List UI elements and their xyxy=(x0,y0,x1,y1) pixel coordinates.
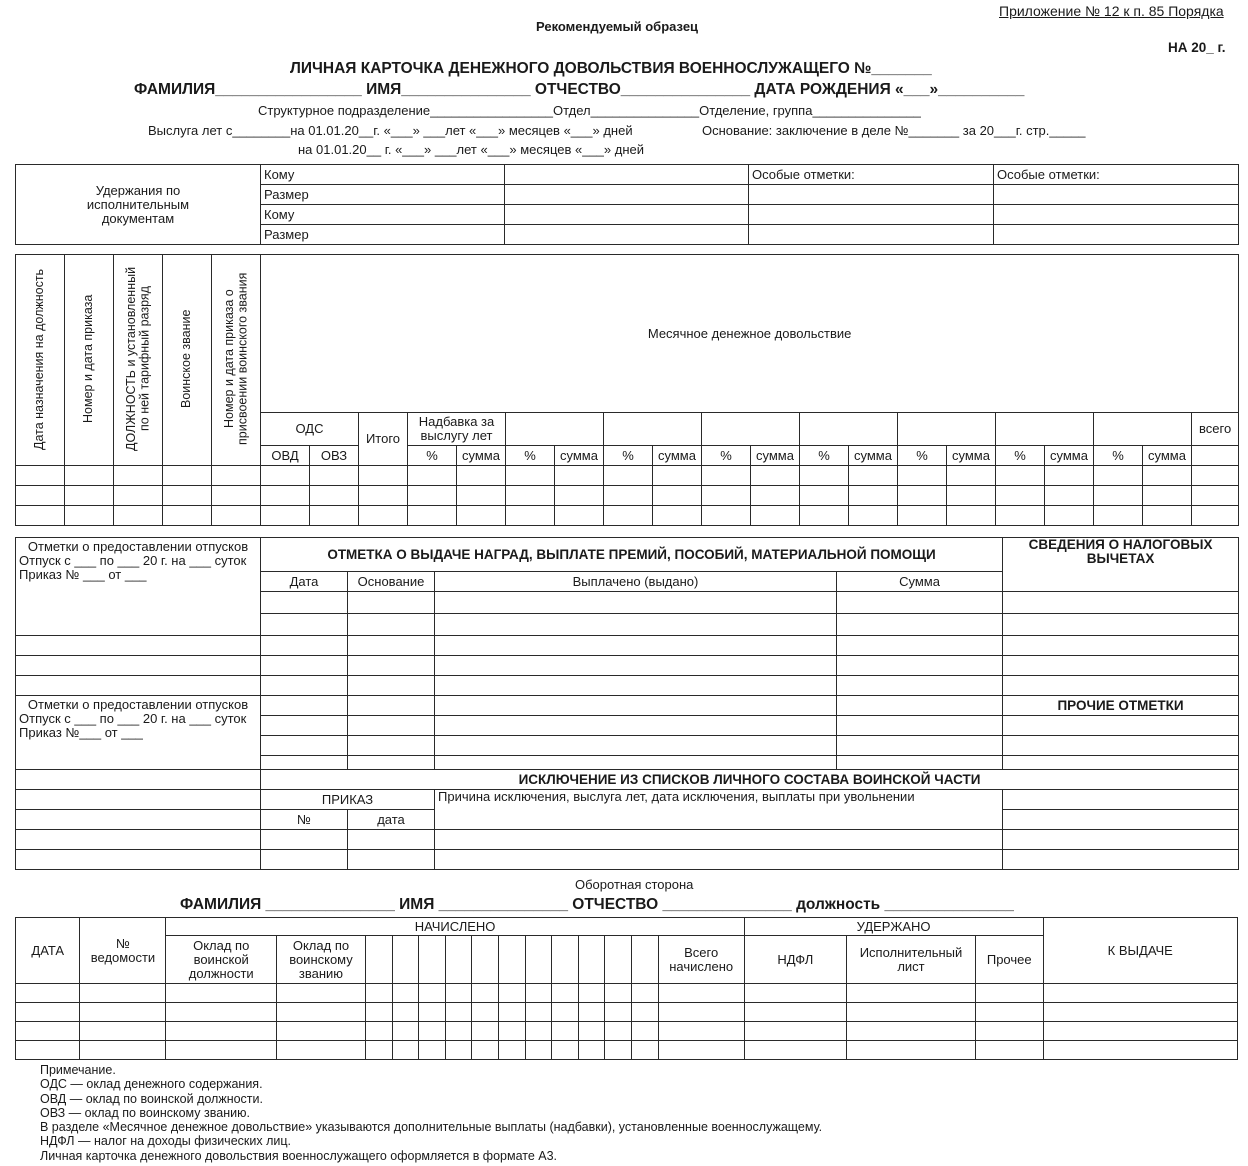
col-ndfl: НДФЛ xyxy=(744,936,846,984)
vacation-marks-1: Отметки о предоставлении отпусков Отпуск с ___ по ___ 20 г. на ___ суток Приказ № ___ от ___ xyxy=(16,538,261,636)
ovz-header: ОВЗ xyxy=(310,446,359,466)
prikaz-header: ПРИКАЗ xyxy=(261,790,435,810)
withheld-header: УДЕРЖАНО xyxy=(744,918,1043,936)
note-line: ОВЗ — оклад по воинскому званию. xyxy=(40,1105,250,1120)
col-order-number-date: Номер и дата приказа xyxy=(65,255,114,466)
col-basis-header: Основание xyxy=(348,572,435,592)
sum-header: сумма xyxy=(653,446,702,466)
notes-block xyxy=(40,1063,822,1163)
col-vedomost: № ведомости xyxy=(80,918,166,984)
table-row[interactable] xyxy=(16,486,1239,506)
percent-header: % xyxy=(1094,446,1143,466)
percent-header: % xyxy=(898,446,947,466)
table-row[interactable] xyxy=(16,506,1239,526)
percent-header: % xyxy=(996,446,1045,466)
reverse-side-label: Оборотная сторона xyxy=(575,877,694,892)
awards-exclusion-table xyxy=(15,537,1239,870)
monthly-allowance-title: Месячное денежное довольствие xyxy=(261,255,1239,413)
vacation-marks-2: Отметки о предоставлении отпусков Отпуск с ___ по ___ 20 г. на ___ суток Приказ №___ от ___ xyxy=(16,696,261,770)
percent-header: % xyxy=(408,446,457,466)
table-row[interactable] xyxy=(16,1003,1238,1022)
note-line: НДФЛ — налог на доходы физических лиц. xyxy=(40,1134,291,1149)
table-row[interactable] xyxy=(16,984,1238,1003)
sum-header: сумма xyxy=(947,446,996,466)
deduction-row-label: Размер xyxy=(261,225,505,245)
sum-header: сумма xyxy=(1143,446,1192,466)
note-line: Личная карточка денежного довольствия военнослужащего оформляется в формате А3. xyxy=(40,1148,558,1163)
special-marks-label: Особые отметки: xyxy=(994,165,1239,185)
note-line: ОДС — оклад денежного содержания. xyxy=(40,1077,263,1092)
col-to-pay: К ВЫДАЧЕ xyxy=(1043,918,1237,984)
deduction-row-label: Кому xyxy=(261,205,505,225)
year-label: НА 20_ г. xyxy=(1168,40,1226,55)
sum-header: сумма xyxy=(1045,446,1094,466)
reverse-name-line: ФАМИЛИЯ _______________ ИМЯ _______________ ОТЧЕСТВО _______________ должность _______________ xyxy=(180,896,1014,913)
deduction-value-cell[interactable] xyxy=(505,205,749,225)
deductions-label: Удержания по исполнительным документам xyxy=(16,165,261,245)
col-total-accrued: Всего начислено xyxy=(658,936,744,984)
col-position-grade: ДОЛЖНОСТЬ и установленный по ней тарифный разряд xyxy=(114,255,163,466)
percent-header: % xyxy=(800,446,849,466)
col-military-rank: Воинское звание xyxy=(163,255,212,466)
col-rank-salary: Оклад по воинскому званию xyxy=(276,936,365,984)
monthly-allowance-table xyxy=(15,254,1239,526)
special-marks-cell[interactable] xyxy=(749,225,994,245)
note-line: Примечание. xyxy=(40,1063,116,1077)
special-marks-cell[interactable] xyxy=(994,225,1239,245)
percent-header: % xyxy=(604,446,653,466)
total-header: всего xyxy=(1192,413,1239,446)
subdivision-line: Структурное подразделение_________________Отдел_______________Отделение, группа_______________ xyxy=(258,103,921,118)
card-title: ЛИЧНАЯ КАРТОЧКА ДЕНЕЖНОГО ДОВОЛЬСТВИЯ ВОЕННОСЛУЖАЩЕГО №_______ xyxy=(290,60,932,77)
name-line: ФАМИЛИЯ_________________ ИМЯ_______________ ОТЧЕСТВО_______________ ДАТА РОЖДЕНИЯ «___»__________ xyxy=(134,81,1025,98)
col-exec-list: Исполнительный лист xyxy=(847,936,976,984)
col-date: ДАТА xyxy=(16,918,80,984)
col-appointment-date: Дата назначения на должность xyxy=(16,255,65,466)
table-row[interactable] xyxy=(16,466,1239,486)
appendix-reference: Приложение № 12 к п. 85 Порядка xyxy=(999,3,1224,19)
col-other: Прочее xyxy=(975,936,1043,984)
special-marks-cell[interactable] xyxy=(994,205,1239,225)
col-paid-header: Выплачено (выдано) xyxy=(435,572,837,592)
sum-header: сумма xyxy=(751,446,800,466)
ods-header: ОДС xyxy=(261,413,359,446)
sum-header: сумма xyxy=(457,446,506,466)
order-date-header: дата xyxy=(348,810,435,830)
table-row[interactable] xyxy=(16,1022,1238,1041)
sum-header: сумма xyxy=(555,446,604,466)
reverse-side-table xyxy=(15,917,1238,1060)
deduction-row-label: Кому xyxy=(261,165,505,185)
ovd-header: ОВД xyxy=(261,446,310,466)
col-date-header: Дата xyxy=(261,572,348,592)
sample-label: Рекомендуемый образец xyxy=(536,19,699,34)
special-marks-cell[interactable] xyxy=(994,185,1239,205)
col-rank-order: Номер и дата приказа о присвоении воинского звания xyxy=(212,255,261,466)
note-line: ОВД — оклад по воинской должности. xyxy=(40,1091,263,1106)
deduction-row-label: Размер xyxy=(261,185,505,205)
deduction-value-cell[interactable] xyxy=(505,225,749,245)
order-number-header: № xyxy=(261,810,348,830)
deductions-table xyxy=(15,164,1239,245)
basis-line: Основание: заключение в деле №_______ за 20___г. стр._____ xyxy=(702,123,1086,138)
accrued-header: НАЧИСЛЕНО xyxy=(166,918,744,936)
note-line: В разделе «Месячное денежное довольствие» указываются дополнительные выплаты (надбавки), установленные военнослужащему. xyxy=(40,1120,823,1135)
special-marks-label: Особые отметки: xyxy=(749,165,994,185)
sum-header: сумма xyxy=(849,446,898,466)
exclusion-title: ИСКЛЮЧЕНИЕ ИЗ СПИСКОВ ЛИЧНОГО СОСТАВА ВОИНСКОЙ ЧАСТИ xyxy=(261,770,1239,790)
tax-deductions-title: СВЕДЕНИЯ О НАЛОГОВЫХ ВЫЧЕТАХ xyxy=(1003,538,1239,592)
other-marks-title: ПРОЧИЕ ОТМЕТКИ xyxy=(1003,696,1239,716)
exclusion-reason-header: Причина исключения, выслуга лет, дата исключения, выплаты при увольнении xyxy=(435,790,1003,830)
itogo-header: Итого xyxy=(359,413,408,466)
service-years-line-2: на 01.01.20__ г. «___» ___лет «___» месяцев «___» дней xyxy=(298,142,645,157)
percent-header: % xyxy=(702,446,751,466)
special-marks-cell[interactable] xyxy=(749,185,994,205)
service-years-line-1: Выслуга лет с________на 01.01.20__г. «___» ___лет «___» месяцев «___» дней xyxy=(148,123,633,138)
special-marks-cell[interactable] xyxy=(749,205,994,225)
col-sum-header: Сумма xyxy=(837,572,1003,592)
awards-title: ОТМЕТКА О ВЫДАЧЕ НАГРАД, ВЫПЛАТЕ ПРЕМИЙ, ПОСОБИЙ, МАТЕРИАЛЬНОЙ ПОМОЩИ xyxy=(261,538,1003,572)
col-position-salary: Оклад по воинской должности xyxy=(166,936,277,984)
table-row[interactable] xyxy=(16,1041,1238,1060)
deduction-value-cell[interactable] xyxy=(505,165,749,185)
deduction-value-cell[interactable] xyxy=(505,185,749,205)
percent-header: % xyxy=(506,446,555,466)
seniority-bonus-header: Надбавка за выслугу лет xyxy=(408,413,506,446)
